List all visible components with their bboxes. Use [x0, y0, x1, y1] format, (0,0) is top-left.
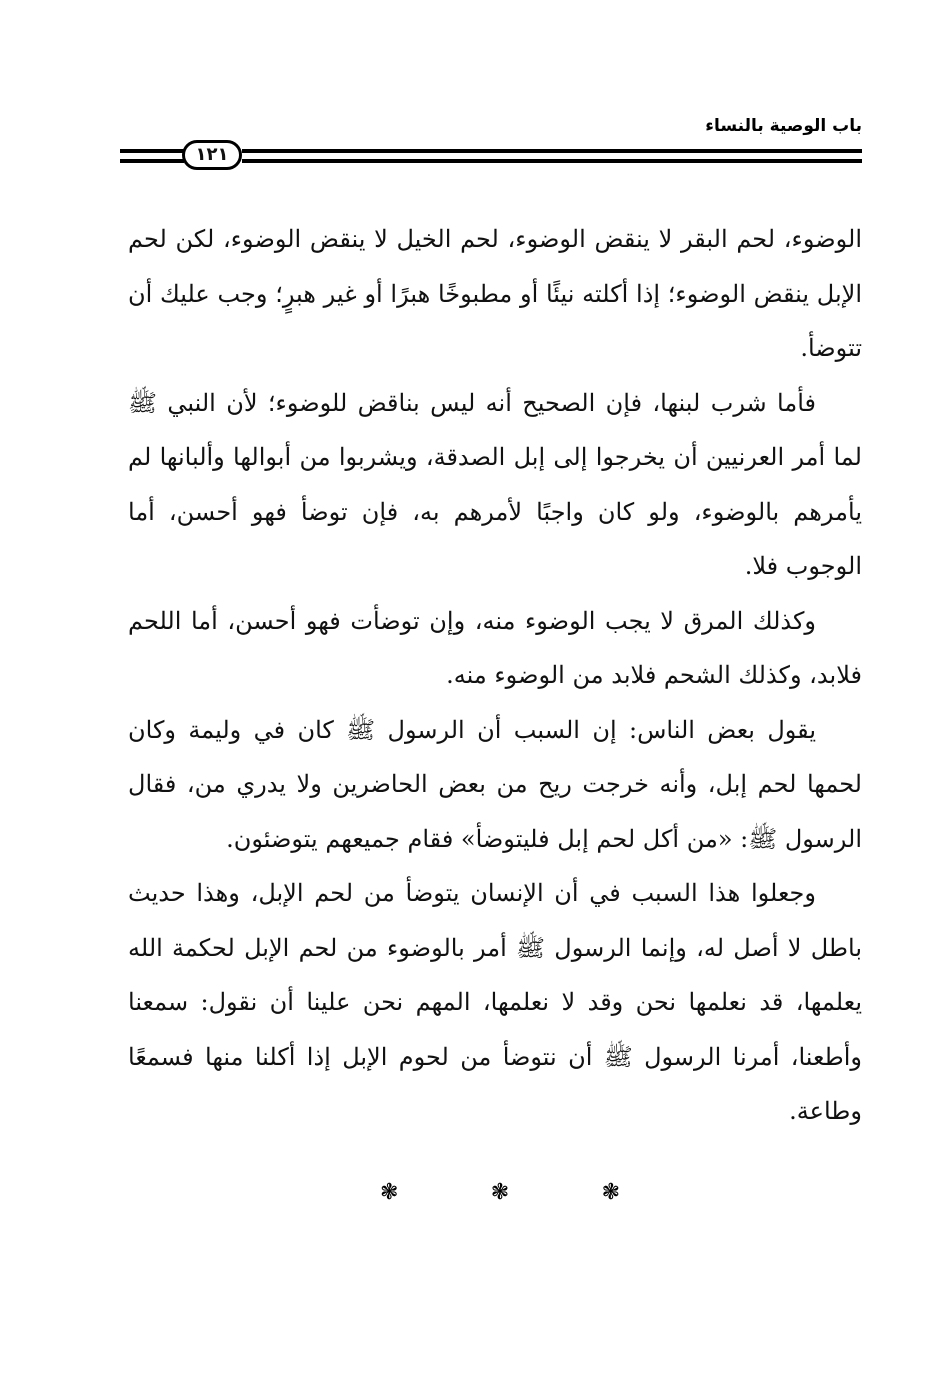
star-ornament-icon: ❃: [601, 1180, 620, 1205]
body-text: [128, 212, 862, 1139]
chapter-title: باب الوصية بالنساء: [705, 116, 862, 136]
paragraph-2: فأما شرب لبنها، فإن الصحيح أنه ليس بناقض للوضوء؛ لأن النبي ﷺ لما أمر العرنيين أن يخرجوا إلى إبل الصدقة، ويشربوا من أبوالها وألبانها لم يأمرهم بالوضوء، ولو كان واجبًا لأمرهم به، فإن توضأ فهو أحسن، أما الوجوب فلا.: [128, 388, 862, 580]
page-header: [120, 112, 862, 182]
paragraph-4: يقول بعض الناس: إن السبب أن الرسول ﷺ كان في وليمة وكان لحمها لحم إبل، وأنه خرجت ريح من بعض الحاضرين ولا يدري من، فقال الرسول ﷺ: «من أكل لحم إبل فليتوضأ» فقام جميعهم يتوضئون.: [128, 715, 862, 853]
paragraph-5: وجعلوا هذا السبب في أن الإنسان يتوضأ من لحم الإبل، وهذا حديث باطل لا أصل له، وإنما الرسول ﷺ أمر بالوضوء من لحم الإبل لحكمة الله يعلمها، قد نعلمها نحن وقد لا نعلمها، المهم نحن علينا أن نقول: سمعنا وأطعنا، أمرنا الرسول ﷺ أن نتوضأ من لحوم الإبل إذا أكلنا منها فسمعًا وطاعة.: [128, 879, 862, 1125]
page-number: ١٢١: [182, 140, 242, 170]
header-rule-right-top: [242, 149, 862, 153]
star-ornament-icon: ❃: [380, 1180, 399, 1205]
star-ornament-icon: ❃: [490, 1180, 510, 1205]
header-rule-left-bottom: [120, 159, 184, 163]
section-separator: [380, 1180, 620, 1205]
paragraph-1: الوضوء، لحم البقر لا ينقض الوضوء، لحم الخيل لا ينقض الوضوء، لكن لحم الإبل ينقض الوضوء؛ إذا أكلته نيئًا أو مطبوخًا هبرًا أو غير هبرٍ؛ وجب عليك أن تتوضأ.: [128, 225, 862, 362]
header-rule-left-top: [120, 149, 184, 153]
paragraph-3: وكذلك المرق لا يجب الوضوء منه، وإن توضأت فهو أحسن، أما اللحم فلابد، وكذلك الشحم فلابد من الوضوء منه.: [128, 606, 862, 689]
header-rule-right-bottom: [242, 159, 862, 163]
